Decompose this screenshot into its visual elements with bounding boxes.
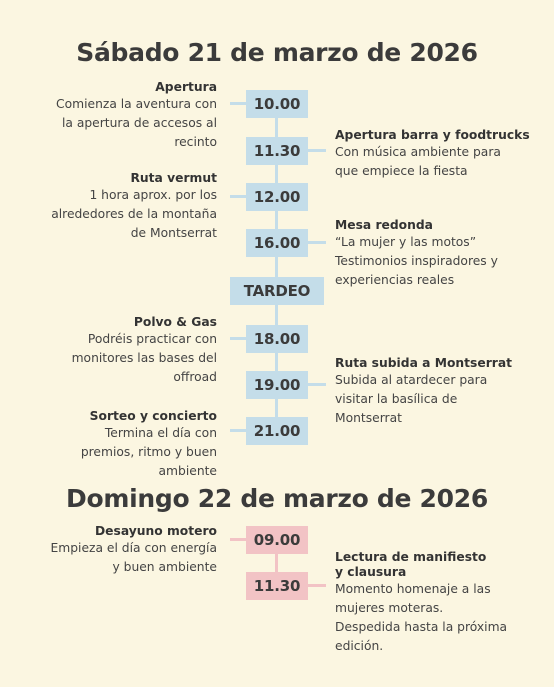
connector <box>230 429 246 432</box>
tardeo-badge: TARDEO <box>230 277 324 305</box>
connector <box>230 102 246 105</box>
time-badge: 21.00 <box>246 417 308 445</box>
event-desc-line: offroad <box>173 370 217 384</box>
event-desc-line: de Montserrat <box>130 226 217 240</box>
event-heading: Polvo & Gas <box>133 315 217 329</box>
event-desc-line: y buen ambiente <box>112 560 217 574</box>
event-heading: Apertura barra y foodtrucks <box>335 128 530 142</box>
event-lectura <box>335 550 507 656</box>
event-desc-line: Testimonios inspiradores y <box>335 254 498 268</box>
event-mesa-redonda <box>335 218 498 290</box>
event-heading: Mesa redonda <box>335 218 433 232</box>
event-desc-line: “La mujer y las motos” <box>335 235 477 249</box>
time-badge: 16.00 <box>246 229 308 257</box>
event-desayuno <box>50 524 217 577</box>
connector <box>308 149 326 152</box>
event-desc-line: la apertura de accesos al <box>61 116 217 130</box>
event-desc-line: Momento homenaje a las <box>335 582 491 596</box>
time-badge: 12.00 <box>246 183 308 211</box>
connector <box>308 241 326 244</box>
event-heading: Ruta vermut <box>130 171 217 185</box>
event-desc-line: premios, ritmo y buen <box>80 445 217 459</box>
event-apertura <box>56 80 217 152</box>
sunday-title: Domingo 22 de marzo de 2026 <box>66 484 488 513</box>
event-desc-line: alrededores de la montaña <box>51 207 217 221</box>
event-ruta-subida <box>335 356 512 428</box>
event-desc-line: Con música ambiente para <box>335 145 501 159</box>
event-desc-line: Subida al atardecer para <box>335 373 488 387</box>
time-badge: 11.30 <box>246 572 308 600</box>
connector <box>308 584 326 587</box>
event-ruta-vermut <box>51 171 217 243</box>
event-desc-line: 1 hora aprox. por los <box>89 188 217 202</box>
event-heading: Lectura de manifiesto y clausura <box>335 550 487 579</box>
event-desc-line: experiencias reales <box>335 273 455 287</box>
time-badge: 18.00 <box>246 325 308 353</box>
event-heading: Apertura <box>155 80 217 94</box>
event-desc-line: Empieza el día con energía <box>50 541 217 555</box>
connector <box>308 383 326 386</box>
event-heading: Ruta subida a Montserrat <box>335 356 513 370</box>
event-desc-line: que empiece la fiesta <box>335 164 468 178</box>
event-desc-line: Termina el día con <box>104 426 217 440</box>
event-desc-line: Montserrat <box>335 411 402 425</box>
event-desc-line: monitores las bases del <box>71 351 217 365</box>
event-desc-line: visitar la basílica de <box>335 392 458 406</box>
event-desc-line: recinto <box>174 135 217 149</box>
event-desc-line: Podréis practicar con <box>87 332 217 346</box>
time-badge: 19.00 <box>246 371 308 399</box>
event-desc-line: Comienza la aventura con <box>56 97 217 111</box>
time-badge: 09.00 <box>246 526 308 554</box>
time-badge: 10.00 <box>246 90 308 118</box>
event-sorteo <box>81 409 217 481</box>
event-desc-line: edición. <box>335 639 384 653</box>
event-desc-line: ambiente <box>158 464 217 478</box>
event-apertura-barra <box>335 128 530 181</box>
connector <box>230 337 246 340</box>
time-badge: 11.30 <box>246 137 308 165</box>
event-desc-line: mujeres moteras. <box>335 601 444 615</box>
saturday-title: Sábado 21 de marzo de 2026 <box>76 38 478 67</box>
event-polvo-gas <box>72 315 217 387</box>
connector <box>230 538 246 541</box>
connector <box>230 195 246 198</box>
event-heading: Sorteo y concierto <box>89 409 217 423</box>
event-desc-line: Despedida hasta la próxima <box>335 620 508 634</box>
event-heading: Desayuno motero <box>94 524 217 538</box>
